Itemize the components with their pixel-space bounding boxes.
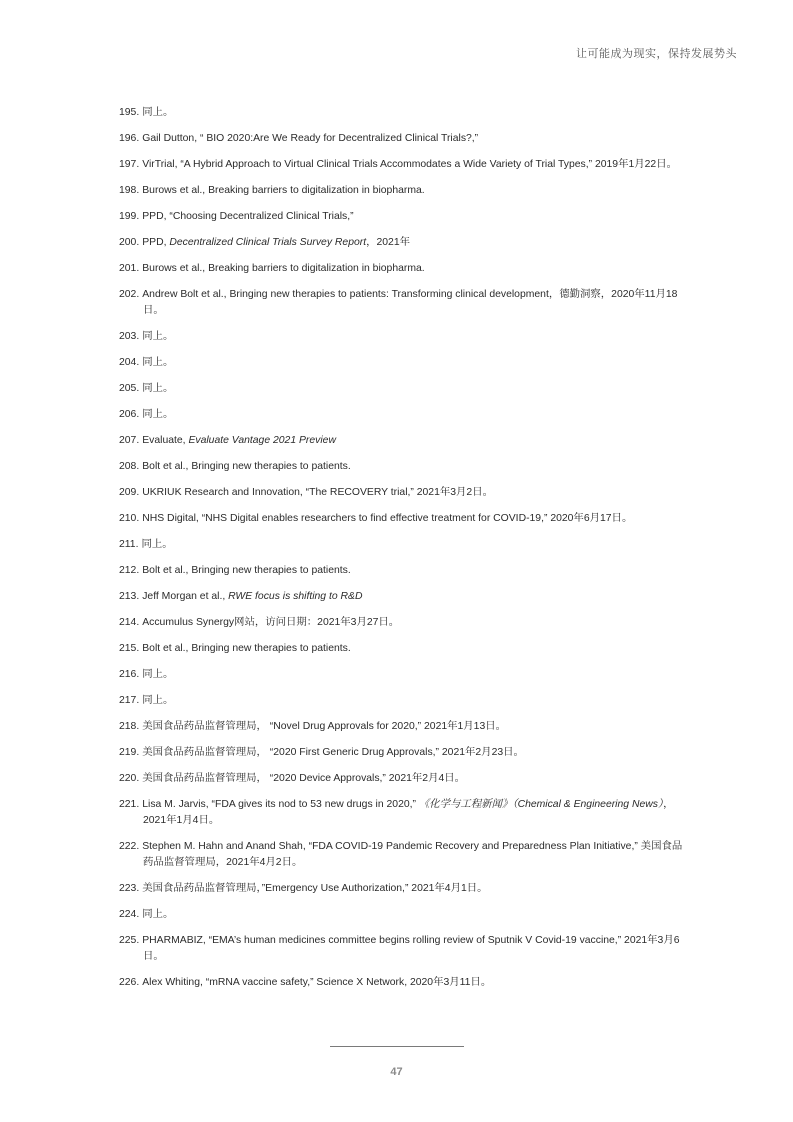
- reference-text: 美国食品药品监督管理局，”Emergency Use Authorization,” 2021年4月1日。: [142, 883, 488, 894]
- reference-item: [119, 907, 689, 923]
- reference-number: 196.: [119, 133, 140, 144]
- reference-number: 225.: [119, 935, 140, 946]
- reference-item: [119, 235, 689, 251]
- reference-number: 197.: [119, 159, 140, 170]
- reference-item: [119, 537, 689, 553]
- reference-number: 204.: [119, 357, 140, 368]
- reference-text: Evaluate,: [142, 435, 189, 446]
- reference-item: [119, 105, 689, 121]
- reference-item: [119, 261, 689, 277]
- reference-item: [119, 433, 689, 449]
- reference-italic-title: Decentralized Clinical Trials Survey Report: [169, 237, 367, 248]
- reference-text: VirTrial, “A Hybrid Approach to Virtual Clinical Trials Accommodates a Wide Variety of Trial Types,” 2019年1月22日。: [142, 159, 677, 170]
- reference-item: [119, 933, 689, 965]
- reference-item: [119, 641, 689, 657]
- reference-text: 同上。: [142, 409, 174, 420]
- reference-number: 223.: [119, 883, 140, 894]
- reference-item: [119, 407, 689, 423]
- reference-list: [119, 105, 689, 1001]
- reference-text: PPD,: [142, 237, 170, 248]
- page-number: 47: [390, 1066, 403, 1078]
- reference-text: 同上。: [142, 357, 174, 368]
- reference-item: [119, 771, 689, 787]
- reference-item: [119, 329, 689, 345]
- reference-text: 同上。: [142, 383, 174, 394]
- reference-number: 207.: [119, 435, 140, 446]
- reference-text: Bolt et al., Bringing new therapies to patients.: [142, 565, 351, 576]
- reference-item: [119, 209, 689, 225]
- reference-number: 203.: [119, 331, 140, 342]
- reference-item: [119, 745, 689, 761]
- reference-number: 213.: [119, 591, 140, 602]
- reference-text: PHARMABIZ, “EMA’s human medicines committee begins rolling review of Sputnik V Covid-19 vaccine,” 2021年3月6日。: [142, 935, 680, 962]
- reference-number: 219.: [119, 747, 140, 758]
- reference-text: NHS Digital, “NHS Digital enables researchers to find effective treatment for COVID-19,” 2020年6月17日。: [142, 513, 633, 524]
- reference-item: [119, 975, 689, 991]
- page-header-tagline: 让可能成为现实，保持发展势头: [576, 48, 737, 60]
- reference-text: 美国食品药品监督管理局， “Novel Drug Approvals for 2020,” 2021年1月13日。: [142, 721, 507, 732]
- reference-item: [119, 131, 689, 147]
- reference-italic-title: Evaluate Vantage 2021 Preview: [188, 435, 336, 446]
- reference-item: [119, 459, 689, 475]
- reference-item: [119, 563, 689, 579]
- reference-text: PPD, “Choosing Decentralized Clinical Trials,”: [142, 211, 354, 222]
- reference-number: 202.: [119, 289, 140, 300]
- reference-item: [119, 183, 689, 199]
- reference-item: [119, 485, 689, 501]
- reference-number: 212.: [119, 565, 140, 576]
- reference-text: 同上。: [142, 107, 174, 118]
- reference-number: 201.: [119, 263, 140, 274]
- reference-number: 220.: [119, 773, 140, 784]
- reference-text: Burows et al., Breaking barriers to digitalization in biopharma.: [142, 263, 425, 274]
- reference-text: Alex Whiting, “mRNA vaccine safety,” Science X Network, 2020年3月11日。: [142, 977, 492, 988]
- reference-number: 210.: [119, 513, 140, 524]
- reference-text: Bolt et al., Bringing new therapies to patients.: [142, 643, 351, 654]
- reference-text: Accumulus Synergy网站，访问日期：2021年3月27日。: [142, 617, 400, 628]
- reference-item: [119, 881, 689, 897]
- reference-text: Bolt et al., Bringing new therapies to patients.: [142, 461, 351, 472]
- reference-text: UKRIUK Research and Innovation, “The RECOVERY trial,” 2021年3月2日。: [142, 487, 493, 498]
- reference-text: 同上。: [142, 909, 174, 920]
- reference-text: 同上。: [142, 695, 174, 706]
- reference-number: 226.: [119, 977, 140, 988]
- reference-text: 美国食品药品监督管理局， “2020 Device Approvals,” 2021年2月4日。: [142, 773, 466, 784]
- reference-number: 214.: [119, 617, 140, 628]
- reference-text: Gail Dutton, “ BIO 2020:Are We Ready for Decentralized Clinical Trials?,”: [142, 133, 479, 144]
- reference-number: 200.: [119, 237, 140, 248]
- reference-number: 199.: [119, 211, 140, 222]
- reference-text: Jeff Morgan et al.,: [142, 591, 229, 602]
- reference-number: 195.: [119, 107, 140, 118]
- reference-number: 206.: [119, 409, 140, 420]
- reference-item: [119, 355, 689, 371]
- reference-item: [119, 511, 689, 527]
- reference-text: ，2021年1月4日。: [143, 799, 674, 826]
- reference-number: 198.: [119, 185, 140, 196]
- reference-text: 同上。: [142, 669, 174, 680]
- reference-text: Lisa M. Jarvis, “FDA gives its nod to 53 new drugs in 2020,”: [142, 799, 419, 810]
- reference-item: [119, 719, 689, 735]
- reference-number: 209.: [119, 487, 140, 498]
- reference-italic-title: RWE focus is shifting to R&D: [228, 591, 363, 602]
- reference-number: 222.: [119, 841, 140, 852]
- reference-text: Andrew Bolt et al., Bringing new therapies to patients: Transforming clinical development，德勤洞察，2020年11月18日。: [142, 289, 678, 316]
- reference-italic-title: 《化学与工程新闻》（Chemical & Engineering News）: [418, 799, 664, 810]
- reference-text: Burows et al., Breaking barriers to digitalization in biopharma.: [142, 185, 425, 196]
- reference-number: 208.: [119, 461, 140, 472]
- reference-item: [119, 157, 689, 173]
- reference-text: ，2021年: [366, 237, 411, 248]
- reference-item: [119, 797, 689, 829]
- reference-number: 221.: [119, 799, 140, 810]
- reference-item: [119, 589, 689, 605]
- reference-item: [119, 839, 689, 871]
- reference-text: 同上。: [141, 539, 173, 550]
- reference-item: [119, 287, 689, 319]
- footer-divider: [330, 1046, 464, 1047]
- reference-number: 215.: [119, 643, 140, 654]
- reference-text: 同上。: [142, 331, 174, 342]
- reference-number: 218.: [119, 721, 140, 732]
- reference-number: 216.: [119, 669, 140, 680]
- reference-item: [119, 615, 689, 631]
- reference-item: [119, 667, 689, 683]
- reference-number: 224.: [119, 909, 140, 920]
- reference-text: Stephen M. Hahn and Anand Shah, “FDA COVID-19 Pandemic Recovery and Preparedness Plan Initiative,” 美国食品药品监督管理局，2021年4月2日。: [142, 841, 683, 868]
- reference-number: 205.: [119, 383, 140, 394]
- reference-number: 211.: [119, 539, 139, 550]
- reference-number: 217.: [119, 695, 140, 706]
- reference-item: [119, 693, 689, 709]
- reference-text: 美国食品药品监督管理局， “2020 First Generic Drug Approvals,” 2021年2月23日。: [142, 747, 524, 758]
- reference-item: [119, 381, 689, 397]
